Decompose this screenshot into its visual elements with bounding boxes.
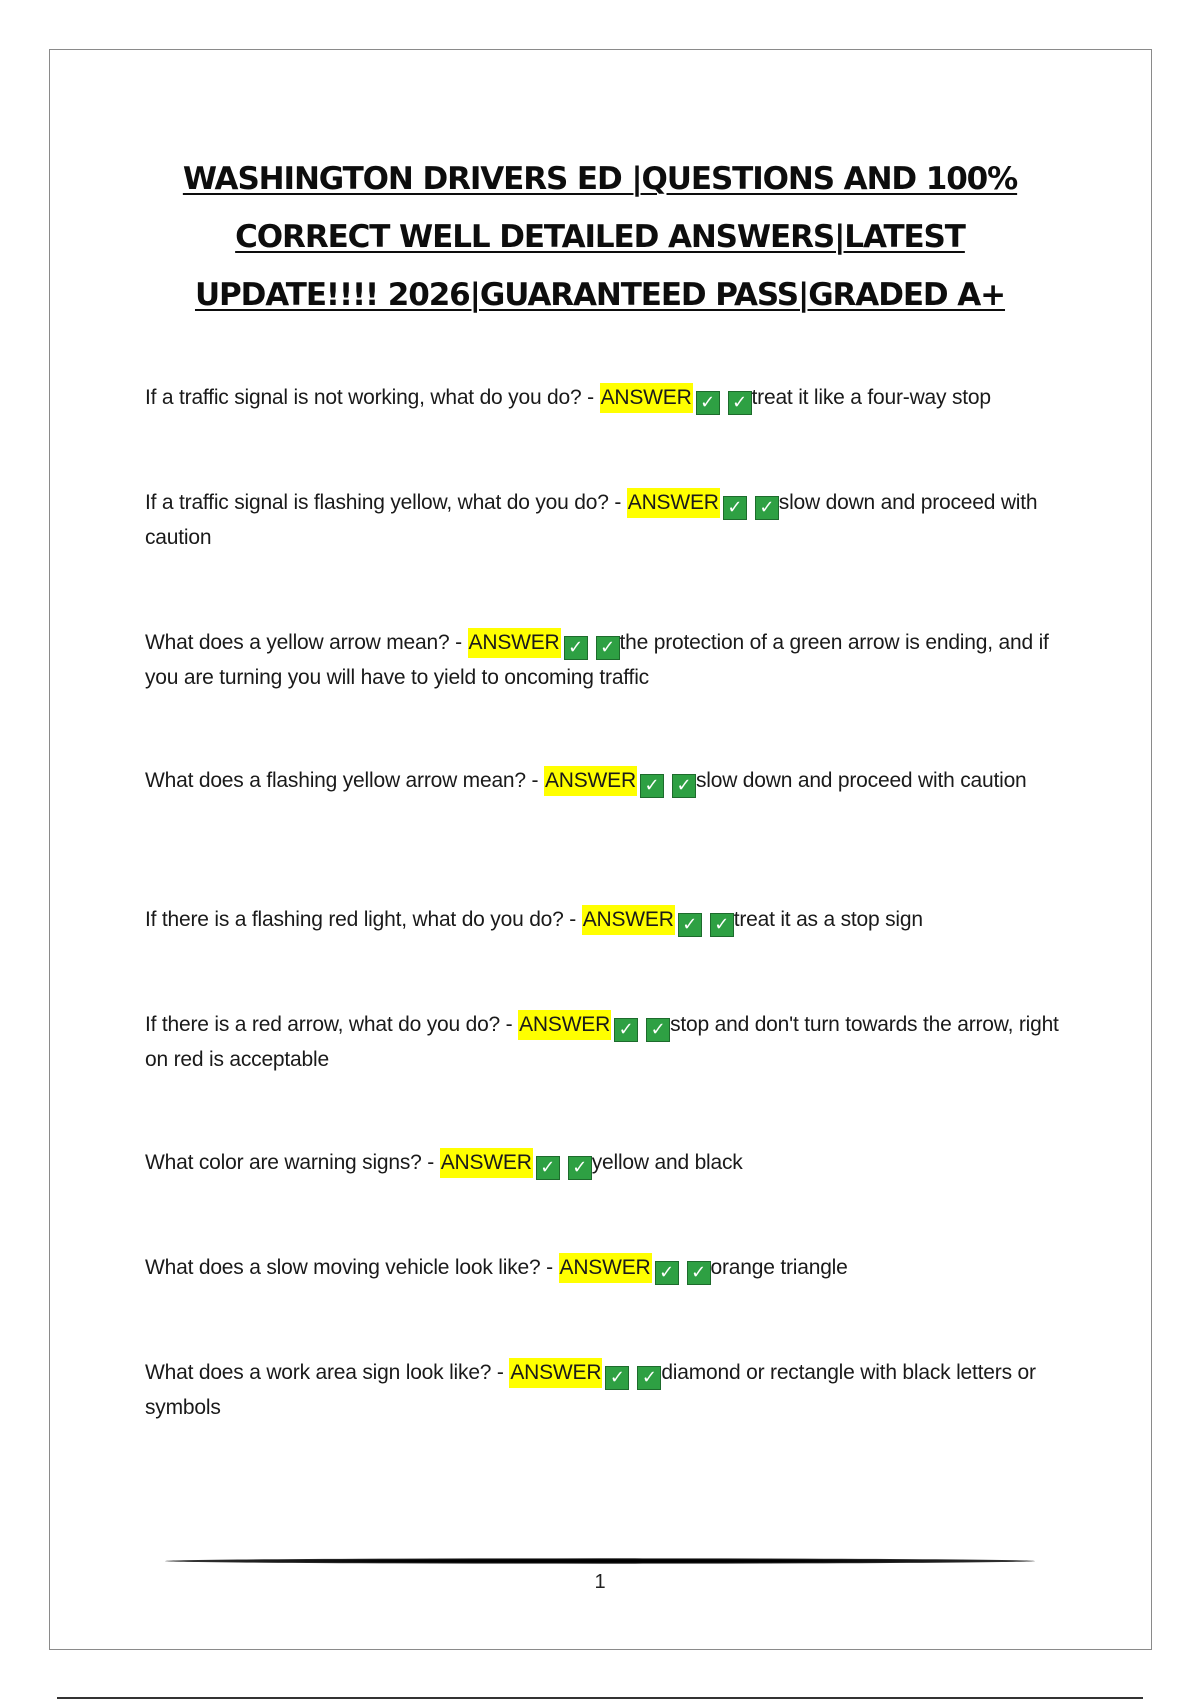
check-icon: ✓ — [678, 913, 702, 937]
answer-label: ANSWER — [509, 1358, 602, 1388]
check-icon: ✓ — [755, 496, 779, 520]
answer-label: ANSWER — [518, 1010, 611, 1040]
check-icon: ✓ — [596, 636, 620, 660]
answer-label: ANSWER — [544, 766, 637, 796]
question-text: If a traffic signal is not working, what do you do? - — [145, 386, 600, 409]
answer-label: ANSWER — [582, 905, 675, 935]
check-icon: ✓ — [637, 1366, 661, 1390]
document-title — [150, 150, 1050, 324]
check-icon: ✓ — [728, 391, 752, 415]
qa-item — [145, 1145, 1065, 1180]
check-icon: ✓ — [640, 774, 664, 798]
check-icon: ✓ — [723, 496, 747, 520]
qa-item — [145, 625, 1065, 695]
answer-text: slow down and proceed with caution — [145, 491, 1038, 549]
question-text: What color are warning signs? - — [145, 1151, 440, 1174]
check-icon: ✓ — [564, 636, 588, 660]
bottom-edge-line — [57, 1697, 1143, 1699]
page-number: 1 — [594, 1571, 606, 1593]
qa-item — [145, 763, 1065, 798]
question-text: What does a yellow arrow mean? - — [145, 631, 468, 654]
title-line-2: CORRECT WELL DETAILED ANSWERS|LATEST — [235, 219, 965, 255]
title-line-3: UPDATE!!!! 2026|GUARANTEED PASS|GRADED A+ — [194, 277, 1006, 313]
check-icon: ✓ — [696, 391, 720, 415]
check-icon: ✓ — [568, 1156, 592, 1180]
question-text: If there is a red arrow, what do you do? - — [145, 1013, 519, 1036]
check-icon: ✓ — [655, 1261, 679, 1285]
check-icon: ✓ — [646, 1018, 670, 1042]
qa-item — [145, 485, 1065, 555]
footer-rule — [165, 1558, 1035, 1563]
answer-text: the protection of a green arrow is ending, and if you are turning you will have to yield to oncoming traffic — [145, 631, 1049, 689]
answer-text: treat it as a stop sign — [733, 908, 923, 931]
question-text: What does a flashing yellow arrow mean? - — [145, 769, 544, 792]
answer-label: ANSWER — [627, 488, 720, 518]
title-line-1: WASHINGTON DRIVERS ED |QUESTIONS AND 100% — [182, 161, 1018, 197]
qa-item — [145, 902, 1065, 937]
answer-text: stop and don't turn towards the arrow, right on red is acceptable — [145, 1013, 1059, 1071]
qa-item — [145, 1355, 1065, 1425]
question-text: What does a work area sign look like? - — [145, 1361, 510, 1384]
answer-label: ANSWER — [600, 383, 693, 413]
check-icon: ✓ — [614, 1018, 638, 1042]
qa-item — [145, 1007, 1065, 1077]
question-text: If a traffic signal is flashing yellow, what do you do? - — [145, 491, 627, 514]
answer-text: orange triangle — [710, 1256, 848, 1279]
question-text: If there is a flashing red light, what do you do? - — [145, 908, 582, 931]
check-icon: ✓ — [605, 1366, 629, 1390]
check-icon: ✓ — [710, 913, 734, 937]
qa-item — [145, 380, 1065, 415]
check-icon: ✓ — [536, 1156, 560, 1180]
answer-text: slow down and proceed with caution — [695, 769, 1027, 792]
qa-item — [145, 1250, 1065, 1285]
answer-label: ANSWER — [559, 1253, 652, 1283]
check-icon: ✓ — [672, 774, 696, 798]
answer-label: ANSWER — [468, 628, 561, 658]
answer-text: treat it like a four-way stop — [751, 386, 991, 409]
answer-text: diamond or rectangle with black letters or symbols — [145, 1361, 1036, 1419]
check-icon: ✓ — [687, 1261, 711, 1285]
question-text: What does a slow moving vehicle look like? - — [145, 1256, 559, 1279]
answer-text: yellow and black — [591, 1151, 743, 1174]
answer-label: ANSWER — [440, 1148, 533, 1178]
